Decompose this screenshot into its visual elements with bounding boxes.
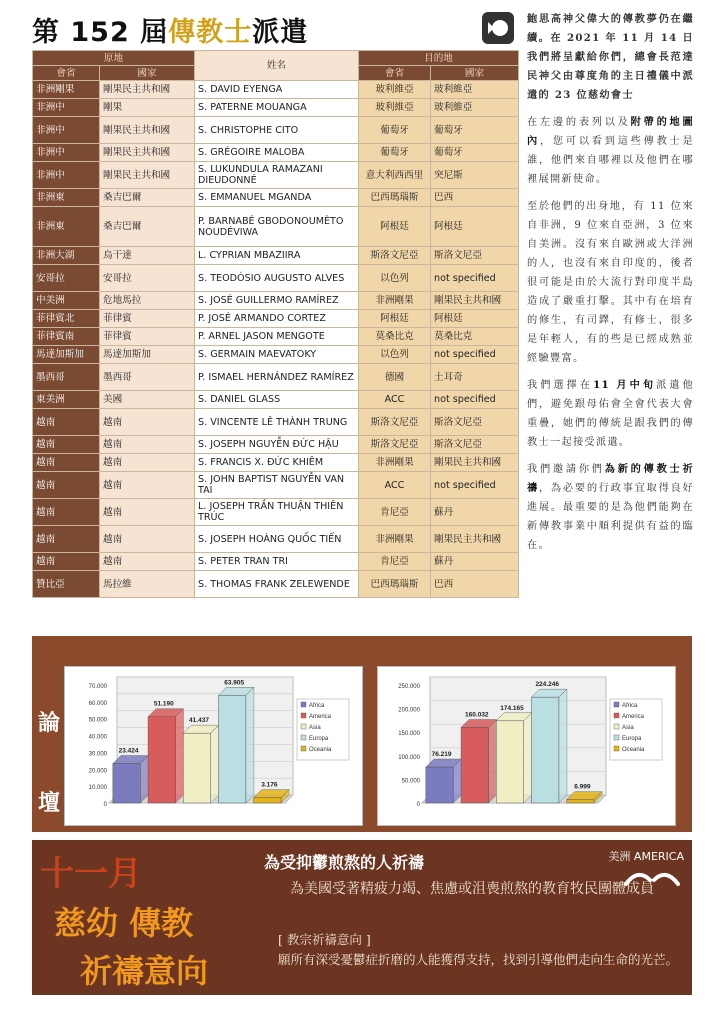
dest-country-cell: 玻利維亞 xyxy=(431,81,519,99)
bar-side xyxy=(246,687,254,803)
origin-country-cell: 越南 xyxy=(100,526,195,553)
data-label: 51.190 xyxy=(153,700,174,708)
legend-label: Asia xyxy=(309,725,321,731)
dest-province-cell: 斯洛文尼亞 xyxy=(359,436,431,454)
dest-province-cell: 巴西瑪瑙斯 xyxy=(359,189,431,207)
bar-side xyxy=(524,713,532,803)
dest-country-cell: 斯洛文尼亞 xyxy=(431,247,519,265)
prayer-sub xyxy=(278,930,678,970)
paragraph-timing xyxy=(527,376,694,452)
origin-country-cell: 桑吉巴爾 xyxy=(100,189,195,207)
forum-label-top: 論 xyxy=(38,711,61,736)
dest-country-cell: 蘇丹 xyxy=(431,499,519,526)
y-tick-label: 60.000 xyxy=(88,700,107,707)
origin-country-cell: 越南 xyxy=(100,409,195,436)
dest-country-cell: 剛果民主共和國 xyxy=(431,292,519,310)
origin-province-cell: 越南 xyxy=(33,436,100,454)
table-row xyxy=(33,117,519,144)
data-label: 3.176 xyxy=(261,781,278,789)
table-row xyxy=(33,247,519,265)
dest-province-cell: 以色列 xyxy=(359,265,431,292)
prayer-line2: 慈幼 傳教 xyxy=(54,904,194,942)
origin-header: 原地 xyxy=(33,51,195,66)
table-row xyxy=(33,409,519,436)
chart-right xyxy=(377,666,676,826)
p5-b: 為新的傳教士祈禱 xyxy=(527,463,694,494)
dest-province-cell: 玻利維亞 xyxy=(359,81,431,99)
legend-label: Africa xyxy=(309,703,325,709)
origin-province-cell: 贊比亞 xyxy=(33,571,100,598)
name-cell: S. DANIEL GLASS xyxy=(195,391,359,409)
table-row xyxy=(33,499,519,526)
origin-province-cell: 非洲中 xyxy=(33,117,100,144)
table-row xyxy=(33,346,519,364)
origin-province-cell: 非洲大湖 xyxy=(33,247,100,265)
dest-province-cell: 意大利西西里 xyxy=(359,162,431,189)
dest-province-cell: 巴西瑪瑙斯 xyxy=(359,571,431,598)
dest-country-cell: 土耳奇 xyxy=(431,364,519,391)
bar-asia xyxy=(496,721,523,803)
legend-swatch xyxy=(301,724,306,729)
title-prefix: 第 152 屆 xyxy=(32,17,169,48)
table-row xyxy=(33,571,519,598)
paragraph-map xyxy=(527,113,694,189)
dest-country-cell: 阿根廷 xyxy=(431,310,519,328)
dest-country-cell: not specified xyxy=(431,346,519,364)
origin-province-cell: 非洲東 xyxy=(33,189,100,207)
legend-label: Europa xyxy=(622,736,642,742)
missionary-table xyxy=(32,50,519,598)
legend-label: Europa xyxy=(309,736,329,742)
chart-left xyxy=(64,666,363,826)
dest-province-cell: 德國 xyxy=(359,364,431,391)
paragraph-origins: 至於他們的出身地，有 11 位來自非洲，9 位來自亞洲，3 位來自美洲。沒有來自歐洲或大洋洲的人，也沒有來自印度的，後者很可能是由於大流行對印度半島造成了嚴重打擊。其中有在培育的修生，有司鐸，有修士，很多是年輕人，有的些是已經成熟並經驗豐富。 xyxy=(527,201,694,364)
data-label: 174.165 xyxy=(500,704,524,712)
name-cell: S. LUKUNDULA RAMAZANI DIEUDONNÉ xyxy=(195,162,359,189)
legend-swatch xyxy=(301,746,306,751)
bar-side xyxy=(489,719,497,803)
table-row xyxy=(33,436,519,454)
dest-province-cell: 肯尼亞 xyxy=(359,553,431,571)
p2-b: 附帶的地圖內 xyxy=(527,116,694,147)
forum-panel xyxy=(32,636,692,832)
dest-province-header: 會省 xyxy=(359,66,431,81)
y-tick-label: 50.000 xyxy=(88,717,107,724)
data-label: 41.437 xyxy=(189,717,209,725)
origin-country-cell: 桑吉巴爾 xyxy=(100,207,195,247)
origin-province-cell: 非洲中 xyxy=(33,99,100,117)
name-cell: S. PATERNE MOUANGA xyxy=(195,99,359,117)
name-cell: P. ISMAEL HERNÁNDEZ RAMÍREZ xyxy=(195,364,359,391)
origin-province-cell: 菲律賓北 xyxy=(33,310,100,328)
dest-country-header: 國家 xyxy=(431,66,519,81)
dest-province-cell: 肯尼亞 xyxy=(359,499,431,526)
dest-province-cell: 非洲剛果 xyxy=(359,292,431,310)
dest-province-cell: 以色列 xyxy=(359,346,431,364)
origin-country-cell: 烏干達 xyxy=(100,247,195,265)
province-header: 會省 xyxy=(33,66,100,81)
intro-paragraph: 鮑思高神父偉大的傳教夢仍在繼續。在 2021 年 11 月 14 日我們將呈獻給你們，總會長范達民神父由尊度角的主日禮儀中派遣的 23 位慈幼會士 xyxy=(527,13,694,101)
country-header: 國家 xyxy=(100,66,195,81)
legend-swatch xyxy=(301,713,306,718)
sidebar-text xyxy=(527,10,694,563)
bar-oceania xyxy=(254,798,281,803)
table-row xyxy=(33,189,519,207)
y-tick-label: 40.000 xyxy=(88,734,107,741)
name-cell: S. TEODÓSIO AUGUSTO ALVES xyxy=(195,265,359,292)
data-label: 6.999 xyxy=(574,783,591,791)
table-row xyxy=(33,207,519,247)
legend-swatch xyxy=(614,702,619,707)
dest-country-cell: not specified xyxy=(431,391,519,409)
origin-country-cell: 菲律賓 xyxy=(100,328,195,346)
origin-province-cell: 中美洲 xyxy=(33,292,100,310)
bar-side xyxy=(176,709,184,803)
dest-province-cell: 阿根廷 xyxy=(359,207,431,247)
origin-province-cell: 東美洲 xyxy=(33,391,100,409)
data-label: 160.032 xyxy=(465,711,489,719)
dest-province-cell: 葡萄牙 xyxy=(359,117,431,144)
name-cell: S. JOSEPH NGUYỄN ĐỨC HẬU xyxy=(195,436,359,454)
data-label: 63.905 xyxy=(224,679,245,687)
data-label: 76.219 xyxy=(431,751,452,759)
dest-country-cell: 葡萄牙 xyxy=(431,117,519,144)
name-cell: S. EMMANUEL MGANDA xyxy=(195,189,359,207)
name-cell: S. JOHN BAPTIST NGUYỄN VAN TAI xyxy=(195,472,359,499)
dest-province-cell: 葡萄牙 xyxy=(359,144,431,162)
table-row xyxy=(33,81,519,99)
p2-a: 在左邊的表列以及 xyxy=(527,117,631,128)
head-speech-icon xyxy=(482,12,514,44)
chart-left-svg xyxy=(65,667,362,825)
dest-country-cell: 巴西 xyxy=(431,189,519,207)
origin-country-cell: 剛果民主共和國 xyxy=(100,117,195,144)
dest-province-cell: 非洲剛果 xyxy=(359,526,431,553)
table-row xyxy=(33,364,519,391)
y-tick-label: 0 xyxy=(103,802,107,808)
dest-province-cell: 斯洛文尼亞 xyxy=(359,247,431,265)
dest-country-cell: 玻利維亞 xyxy=(431,99,519,117)
dest-country-cell: 蘇丹 xyxy=(431,553,519,571)
bar-europa xyxy=(531,697,558,803)
origin-country-cell: 越南 xyxy=(100,436,195,454)
table-row xyxy=(33,526,519,553)
origin-province-cell: 馬達加斯加 xyxy=(33,346,100,364)
origin-country-cell: 菲律賓 xyxy=(100,310,195,328)
table-row xyxy=(33,265,519,292)
bar-side xyxy=(453,759,461,803)
name-cell: L. CYPRIAN MBAZIIRA xyxy=(195,247,359,265)
name-cell: S. FRANCIS X. ĐỨC KHIÊM xyxy=(195,454,359,472)
legend-label: America xyxy=(309,714,332,720)
title-suffix: 派遣 xyxy=(252,17,309,48)
origin-province-cell: 非洲剛果 xyxy=(33,81,100,99)
dest-province-cell: ACC xyxy=(359,472,431,499)
origin-province-cell: 越南 xyxy=(33,526,100,553)
name-cell: S. JOSEPH HOÀNG QUỐC TIẾN xyxy=(195,526,359,553)
table-row xyxy=(33,391,519,409)
legend-swatch xyxy=(614,746,619,751)
forum-label-bottom: 壇 xyxy=(38,791,61,816)
origin-province-cell: 非洲東 xyxy=(33,207,100,247)
table-row xyxy=(33,472,519,499)
origin-country-cell: 剛果 xyxy=(100,99,195,117)
dest-province-cell: ACC xyxy=(359,391,431,409)
prayer-region: 美洲 AMERICA xyxy=(608,850,684,863)
origin-province-cell: 菲律賓南 xyxy=(33,328,100,346)
origin-country-cell: 馬達加斯加 xyxy=(100,346,195,364)
prayer-intention-box xyxy=(32,840,692,995)
name-cell: S. DAVID EYENGA xyxy=(195,81,359,99)
table-row xyxy=(33,162,519,189)
name-cell: S. PETER TRAN TRI xyxy=(195,553,359,571)
y-tick-label: 50.000 xyxy=(401,778,420,785)
prayer-sub-title: [ 教宗祈禱意向 ] xyxy=(278,932,371,947)
origin-province-cell: 非洲中 xyxy=(33,162,100,189)
dest-country-cell: 突尼斯 xyxy=(431,162,519,189)
dest-country-cell: 斯洛文尼亞 xyxy=(431,409,519,436)
dest-country-cell: 剛果民主共和國 xyxy=(431,526,519,553)
table-row xyxy=(33,144,519,162)
dest-country-cell: 葡萄牙 xyxy=(431,144,519,162)
origin-country-cell: 越南 xyxy=(100,553,195,571)
name-cell: S. THOMAS FRANK ZELEWENDE xyxy=(195,571,359,598)
origin-country-cell: 美國 xyxy=(100,391,195,409)
name-cell: S. JOSÉ GUILLERMO RAMÍREZ xyxy=(195,292,359,310)
name-cell: P. BARNABÉ GBODONOUMÈTO NOUDÉVIWA xyxy=(195,207,359,247)
bar-america xyxy=(461,727,488,803)
y-tick-label: 200.000 xyxy=(398,707,420,714)
origin-country-cell: 越南 xyxy=(100,499,195,526)
y-tick-label: 70.000 xyxy=(88,684,107,690)
dest-country-cell: 斯洛文尼亞 xyxy=(431,436,519,454)
origin-province-cell: 安哥拉 xyxy=(33,265,100,292)
dest-province-cell: 玻利維亞 xyxy=(359,99,431,117)
bar-side xyxy=(211,725,219,803)
origin-country-cell: 安哥拉 xyxy=(100,265,195,292)
y-tick-label: 10.000 xyxy=(88,785,107,792)
y-tick-label: 250.000 xyxy=(398,684,420,690)
p4-c: 派遣他們，避免跟母佑會全會代表大會重疊，她們的傳統是跟我們的傳教士一起接受派遣。 xyxy=(527,380,694,448)
bar-europa xyxy=(218,695,245,803)
name-cell: S. CHRISTOPHE CITO xyxy=(195,117,359,144)
bar-africa xyxy=(113,764,140,803)
y-tick-label: 30.000 xyxy=(88,751,107,758)
name-cell: S. GRÉGOIRE MALOBA xyxy=(195,144,359,162)
origin-country-cell: 墨西哥 xyxy=(100,364,195,391)
data-label: 23.424 xyxy=(118,747,139,755)
dest-country-cell: 阿根廷 xyxy=(431,207,519,247)
dest-country-cell: 巴西 xyxy=(431,571,519,598)
bar-africa xyxy=(426,767,453,803)
legend-label: Africa xyxy=(622,703,638,709)
data-label: 224.246 xyxy=(535,681,559,689)
origin-province-cell: 非洲中 xyxy=(33,144,100,162)
prayer-month: 十一月 xyxy=(40,854,142,894)
table-row xyxy=(33,328,519,346)
bar-america xyxy=(148,717,175,803)
prayer-body: 為美國受著精疲力竭、焦慮或沮喪煎熬的教育牧民團體成員 xyxy=(290,881,654,897)
origin-province-cell: 越南 xyxy=(33,499,100,526)
prayer-heading: 為受抑鬱煎熬的人祈禱 xyxy=(264,853,425,872)
table-row xyxy=(33,292,519,310)
destination-header: 目的地 xyxy=(359,51,519,66)
legend-swatch xyxy=(614,735,619,740)
origin-country-cell: 馬拉維 xyxy=(100,571,195,598)
p5-c: ，為必要的行政事宜取得良好進展。最重要的是為他們能夠在新傳教事業中順利提供有益的臨在。 xyxy=(527,483,694,551)
legend-label: Oceania xyxy=(309,747,332,753)
origin-country-cell: 剛果民主共和國 xyxy=(100,144,195,162)
dest-province-cell: 非洲剛果 xyxy=(359,454,431,472)
origin-province-cell: 越南 xyxy=(33,454,100,472)
legend-label: Oceania xyxy=(622,747,645,753)
dest-province-cell: 莫桑比克 xyxy=(359,328,431,346)
name-cell: S. GERMAIN MAEVATOKY xyxy=(195,346,359,364)
origin-country-cell: 剛果民主共和國 xyxy=(100,81,195,99)
y-tick-label: 0 xyxy=(416,802,420,808)
legend-swatch xyxy=(301,735,306,740)
page-title xyxy=(32,10,308,49)
bar-oceania xyxy=(567,800,594,803)
origin-country-cell: 越南 xyxy=(100,472,195,499)
p4-a: 我們選擇在 xyxy=(527,380,594,391)
dest-country-cell: 莫桑比克 xyxy=(431,328,519,346)
dest-province-cell: 斯洛文尼亞 xyxy=(359,409,431,436)
y-tick-label: 150.000 xyxy=(398,731,420,738)
legend-swatch xyxy=(614,724,619,729)
chart-right-svg xyxy=(378,667,675,825)
y-tick-label: 100.000 xyxy=(398,754,420,761)
title-highlight: 傳教士 xyxy=(168,17,253,48)
name-cell: S. VINCENTE LÊ THÀNH TRUNG xyxy=(195,409,359,436)
name-cell: L. JOSEPH TRẦN THUẬN THIÊN TRÚC xyxy=(195,499,359,526)
paragraph-invite xyxy=(527,460,694,555)
legend-label: Asia xyxy=(622,725,634,731)
p5-a: 我們邀請你們 xyxy=(527,464,605,475)
prayer-line3: 祈禱意向 xyxy=(80,952,209,990)
origin-province-cell: 越南 xyxy=(33,553,100,571)
origin-country-cell: 危地馬拉 xyxy=(100,292,195,310)
origin-country-cell: 剛果民主共和國 xyxy=(100,162,195,189)
table-row xyxy=(33,553,519,571)
origin-province-cell: 越南 xyxy=(33,409,100,436)
dest-country-cell: 剛果民主共和國 xyxy=(431,454,519,472)
table-row xyxy=(33,99,519,117)
bar-side xyxy=(559,689,567,803)
p4-b: 11 月中旬 xyxy=(593,379,657,391)
y-tick-label: 20.000 xyxy=(88,768,107,775)
name-cell: P. JOSÉ ARMANDO CORTEZ xyxy=(195,310,359,328)
prayer-sub-body: 願所有深受憂鬱症折磨的人能獲得支持，找到引導他們走向生命的光芒。 xyxy=(278,952,679,967)
name-header: 姓名 xyxy=(195,51,359,81)
origin-province-cell: 墨西哥 xyxy=(33,364,100,391)
table-row xyxy=(33,310,519,328)
legend-swatch xyxy=(301,702,306,707)
origin-province-cell: 越南 xyxy=(33,472,100,499)
name-cell: P. ARNEL JASON MENGOTE xyxy=(195,328,359,346)
table-row xyxy=(33,454,519,472)
dest-country-cell: not specified xyxy=(431,265,519,292)
dest-country-cell: not specified xyxy=(431,472,519,499)
legend-swatch xyxy=(614,713,619,718)
legend-label: America xyxy=(622,714,645,720)
origin-country-cell: 越南 xyxy=(100,454,195,472)
bar-asia xyxy=(183,733,210,803)
bar-side xyxy=(140,756,148,803)
dest-province-cell: 阿根廷 xyxy=(359,310,431,328)
p2-c: ，您可以看到這些傳教士是誰，他們來自哪裡以及他們在哪裡展開新使命。 xyxy=(527,136,694,185)
